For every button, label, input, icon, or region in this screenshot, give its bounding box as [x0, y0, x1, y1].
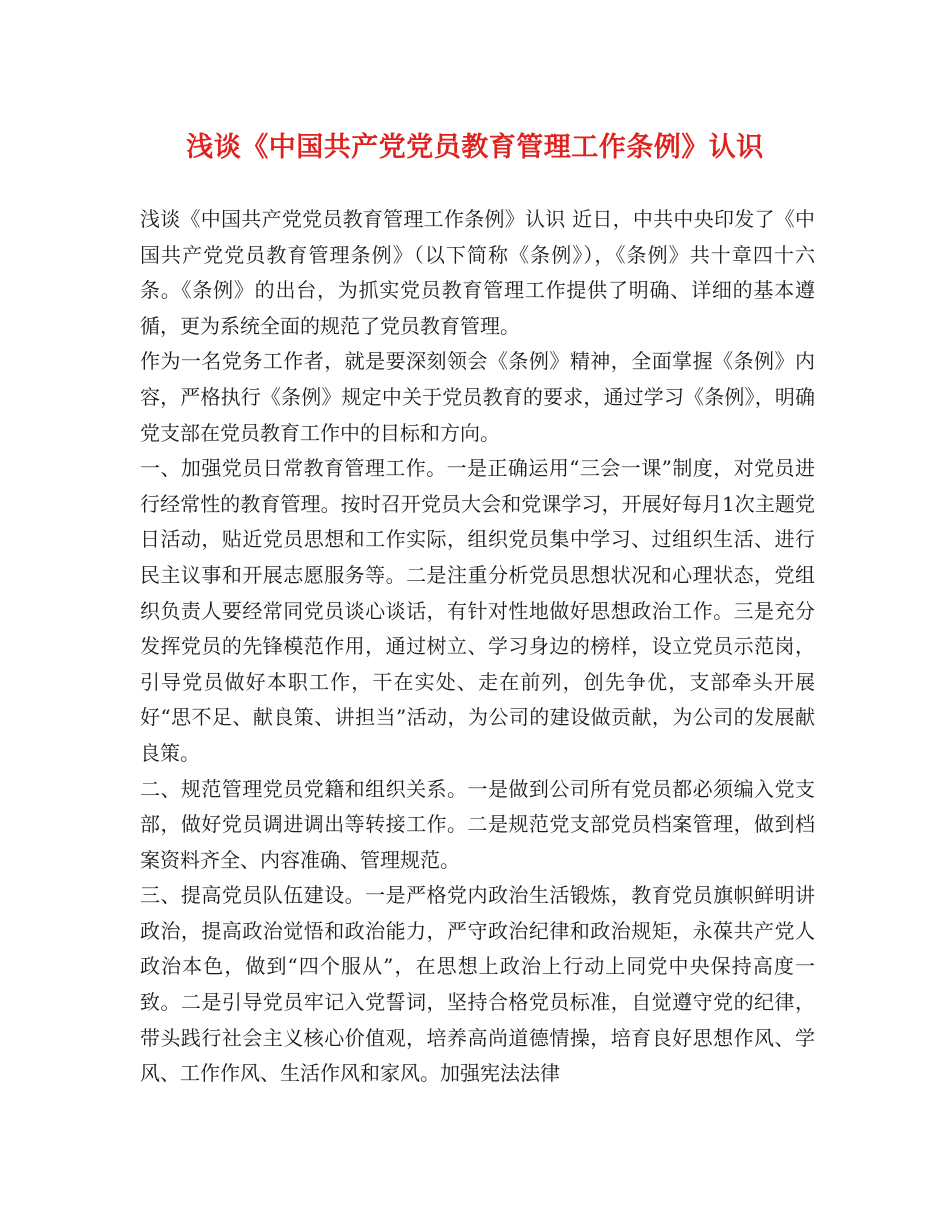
paragraph-role: 作为一名党务工作者，就是要深刻领会《条例》精神，全面掌握《条例》内容，严格执行《条例》规定中关于党员教育的要求，通过学习《条例》，明确党支部在党员教育工作中的目标和方向。 — [140, 349, 815, 445]
document-body — [140, 202, 815, 1092]
document-title: 浅谈《中国共产党党员教育管理工作条例》认识 — [186, 132, 764, 163]
paragraph-section-2: 二、规范管理党员党籍和组织关系。一是做到公司所有党员都必须编入党支部，做好党员调进调出等转接工作。二是规范党支部党员档案管理，做到档案资料齐全、内容准确、管理规范。 — [140, 776, 815, 872]
paragraph-section-1: 一、加强党员日常教育管理工作。一是正确运用“三会一课”制度，对党员进行经常性的教育管理。按时召开党员大会和党课学习，开展好每月1次主题党日活动，贴近党员思想和工作实际，组织党员集中学习、过组织生活、进行民主议事和开展志愿服务等。二是注重分析党员思想状况和心理状态，党组织负责人要经常同党员谈心谈话，有针对性地做好思想政治工作。三是充分发挥党员的先锋模范作用，通过树立、学习身边的榜样，设立党员示范岗，引导党员做好本职工作，干在实处、走在前列，创先争优，支部牵头开展好“思不足、献良策、讲担当”活动，为公司的建设做贡献，为公司的发展献良策。 — [140, 456, 815, 765]
paragraph-section-3: 三、提高党员队伍建设。一是严格党内政治生活锻炼，教育党员旗帜鲜明讲政治，提高政治觉悟和政治能力，严守政治纪律和政治规矩，永葆共产党人政治本色，做到“四个服从”，在思想上政治上行动上同党中央保持高度一致。二是引导党员牢记入党誓词，坚持合格党员标准，自觉遵守党的纪律，带头践行社会主义核心价值观，培养高尚道德情操，培育良好思想作风、学风、工作作风、生活作风和家风。加强宪法法律 — [140, 883, 815, 1086]
paragraph-intro: 浅谈《中国共产党党员教育管理工作条例》认识 近日，中共中央印发了《中国共产党党员教育管理条例》（以下简称《条例》），《条例》共十章四十六条。《条例》的出台，为抓实党员教育管理工作提供了明确、详细的基本遵循，更为系统全面的规范了党员教育管理。 — [140, 207, 815, 338]
